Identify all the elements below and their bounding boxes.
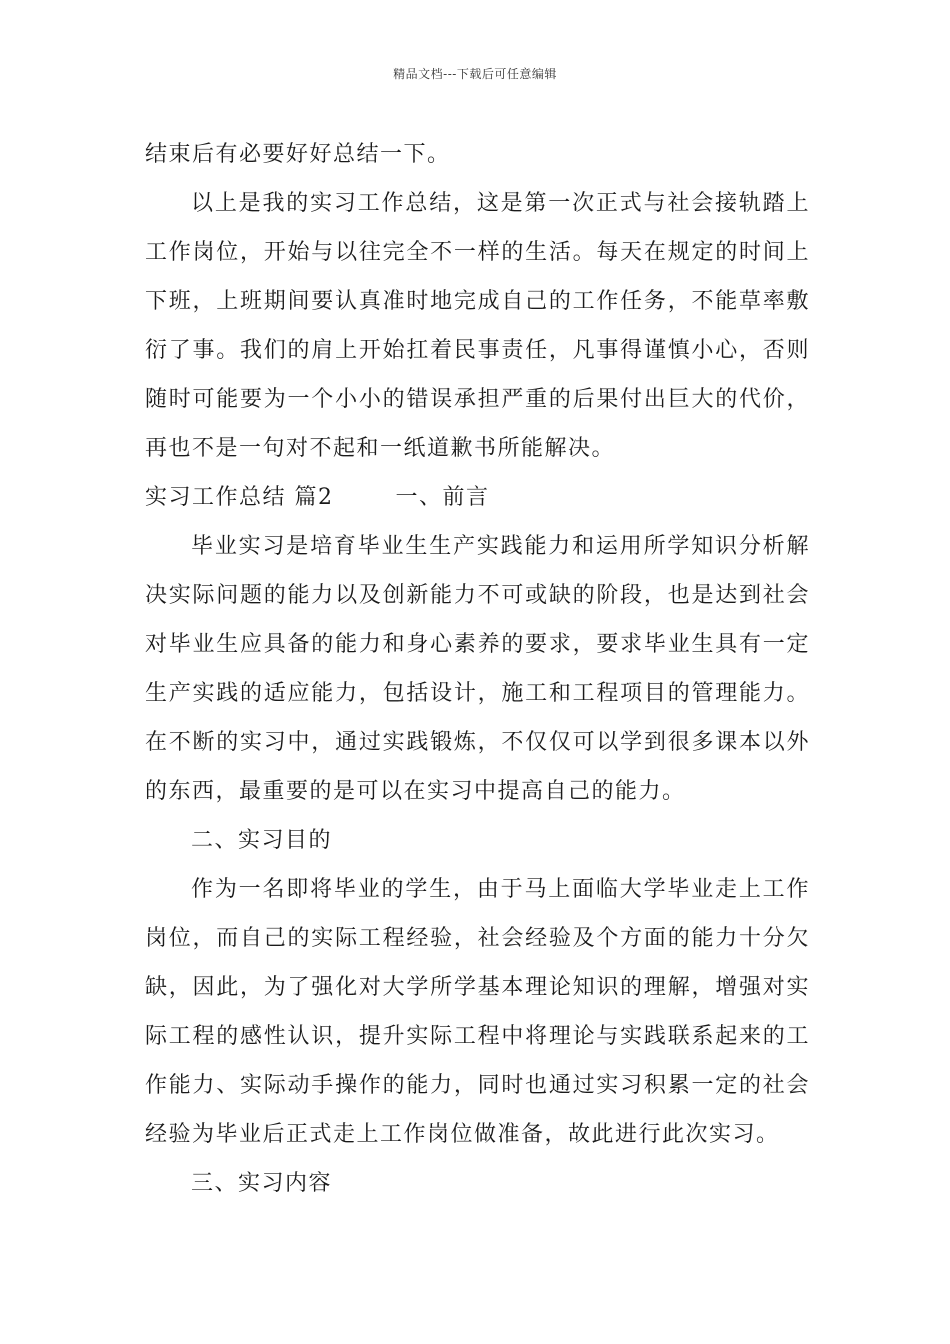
paragraph-preface: 毕业实习是培育毕业生生产实践能力和运用所学知识分析解决实际问题的能力以及创新能力不可或缺的阶段，也是达到社会对毕业生应具备的能力和身心素养的要求，要求毕业生具有一定生产实践的适应能力，包括设计，施工和工程项目的管理能力。在不断的实习中，通过实践锻炼，不仅仅可以学到很多课本以外的东西，最重要的是可以在实习中提高自己的能力。 — [145, 534, 810, 804]
document-title: 实习工作总结 篇2 — [145, 485, 334, 510]
document-body — [145, 130, 810, 1208]
paragraph-purpose: 作为一名即将毕业的学生，由于马上面临大学毕业走上工作岗位，而自己的实际工程经验，社会经验及个方面的能力十分欠缺，因此，为了强化对大学所学基本理论知识的理解，增强对实际工程的感性认识，提升实际工程中将理论与实践联系起来的工作能力、实际动手操作的能力，同时也通过实习积累一定的社会经验为毕业后正式走上工作岗位做准备，故此进行此次实习。 — [145, 877, 810, 1147]
paragraph-summary: 以上是我的实习工作总结，这是第一次正式与社会接轨踏上工作岗位，开始与以往完全不一样的生活。每天在规定的时间上下班，上班期间要认真准时地完成自己的工作任务，不能草率敷衍了事。我们的肩上开始扛着民事责任，凡事得谨慎小心，否则随时可能要为一个小小的错误承担严重的后果付出巨大的代价，再也不是一句对不起和一纸道歉书所能解决。 — [145, 191, 810, 461]
section-heading-content: 三、实习内容 — [191, 1171, 333, 1196]
section-title-line — [145, 473, 810, 522]
section-heading-purpose: 二、实习目的 — [191, 828, 333, 853]
page-header: 精品文档---下载后可任意编辑 — [393, 67, 557, 81]
paragraph-continuation: 结束后有必要好好总结一下。 — [145, 142, 451, 167]
section-heading-preface: 一、前言 — [395, 485, 490, 510]
